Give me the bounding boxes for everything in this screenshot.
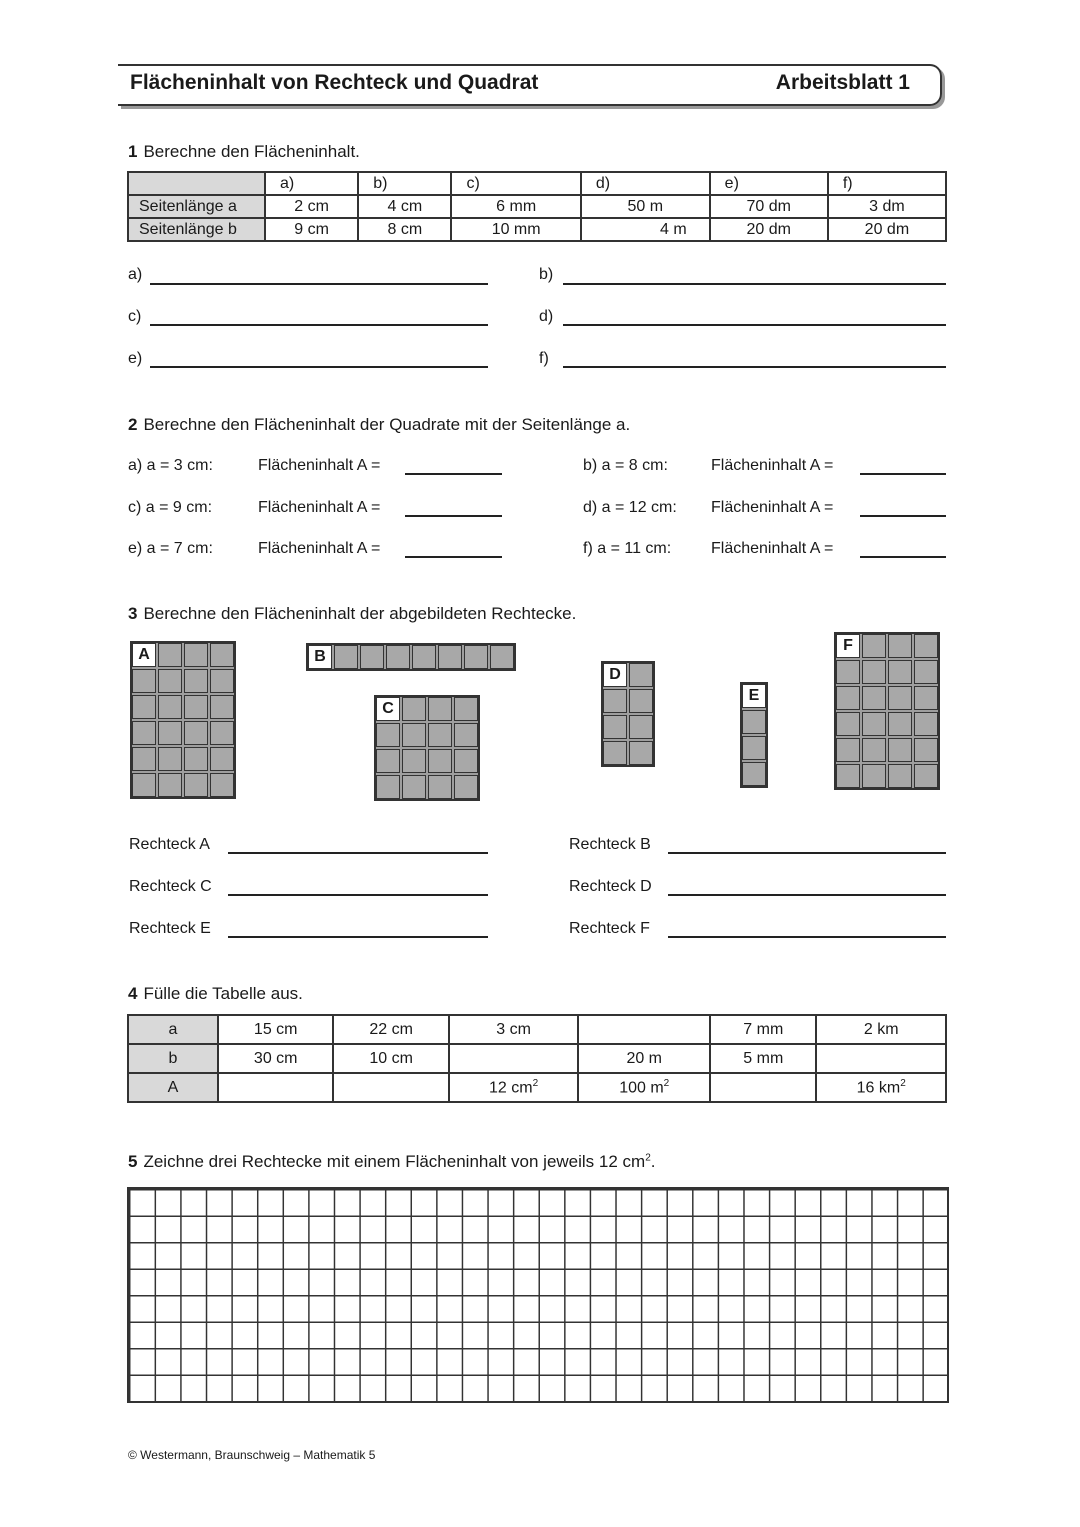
row-label: Seitenlänge a bbox=[128, 195, 265, 218]
answer-label: e) bbox=[128, 350, 143, 367]
col-header: d) bbox=[581, 172, 710, 195]
table-cell: 2 cm bbox=[265, 195, 358, 218]
grid-cell bbox=[914, 686, 938, 710]
figure-letter: B bbox=[309, 646, 331, 668]
grid-cell bbox=[862, 712, 886, 736]
grid-cell bbox=[428, 697, 452, 721]
answer-label: Rechteck E bbox=[129, 920, 211, 937]
grid-cell bbox=[629, 741, 653, 765]
answer-line[interactable] bbox=[228, 852, 488, 854]
grid-cell bbox=[454, 697, 478, 721]
grid-cell bbox=[888, 712, 912, 736]
grid-cell bbox=[158, 721, 182, 745]
grid-cell bbox=[402, 775, 426, 799]
answer-label: b) bbox=[539, 266, 554, 283]
rectangle-d bbox=[601, 661, 655, 767]
task4-table bbox=[127, 1014, 947, 1103]
table-cell: 4 cm bbox=[358, 195, 451, 218]
col-header: a) bbox=[265, 172, 358, 195]
rectangle-b bbox=[306, 643, 516, 671]
answer-line[interactable] bbox=[668, 936, 946, 938]
answer-label: Rechteck C bbox=[129, 878, 212, 895]
grid-cell bbox=[888, 738, 912, 762]
rectangle-f bbox=[834, 632, 940, 790]
answer-line[interactable] bbox=[405, 556, 502, 558]
col-header: c) bbox=[451, 172, 580, 195]
table-cell: 9 cm bbox=[265, 218, 358, 241]
table-cell: 10 cm bbox=[333, 1044, 448, 1073]
grid-cell bbox=[184, 643, 208, 667]
figure-letter: C bbox=[377, 698, 399, 720]
table-cell: 4 m bbox=[581, 218, 710, 241]
grid-cell bbox=[603, 741, 627, 765]
grid-cell bbox=[914, 712, 938, 736]
table-cell: 3 cm bbox=[449, 1015, 579, 1044]
grid-cell bbox=[836, 764, 860, 788]
task3-heading: 3 Berechne den Flächeninhalt der abgebildeten Rechtecke. bbox=[128, 604, 577, 623]
grid-cell bbox=[334, 645, 358, 669]
answer-label: d) bbox=[539, 308, 554, 325]
answer-label: Rechteck D bbox=[569, 878, 652, 895]
grid-cell bbox=[836, 660, 860, 684]
square-side: c) a = 9 cm: bbox=[128, 499, 213, 516]
square-side: f) a = 11 cm: bbox=[583, 540, 672, 557]
grid-cell bbox=[184, 773, 208, 797]
grid-cell bbox=[210, 747, 234, 771]
answer-line[interactable] bbox=[860, 473, 946, 475]
square-side: d) a = 12 cm: bbox=[583, 499, 677, 516]
grid-cell bbox=[210, 669, 234, 693]
grid-cell bbox=[376, 723, 400, 747]
area-label: Flächeninhalt A = bbox=[711, 499, 834, 516]
drawing-grid[interactable] bbox=[127, 1187, 949, 1403]
area-label: Flächeninhalt A = bbox=[258, 499, 381, 516]
table-cell: 100 $m^2$ bbox=[578, 1073, 710, 1102]
table-cell: 2 km bbox=[816, 1015, 946, 1044]
sheet-number: Arbeitsblatt 1 bbox=[775, 71, 910, 94]
area-label: Flächeninhalt A = bbox=[711, 457, 834, 474]
grid-cell bbox=[376, 697, 400, 721]
grid-cell bbox=[132, 643, 156, 667]
table-cell: 6 mm bbox=[451, 195, 580, 218]
table-cell[interactable] bbox=[449, 1044, 579, 1073]
grid-cell bbox=[862, 634, 886, 658]
grid-cell bbox=[184, 747, 208, 771]
answer-label: Rechteck F bbox=[569, 920, 650, 937]
grid-cell bbox=[454, 723, 478, 747]
grid-cell bbox=[376, 749, 400, 773]
grid-cell bbox=[888, 634, 912, 658]
answer-line[interactable] bbox=[860, 556, 946, 558]
grid-cell bbox=[914, 660, 938, 684]
grid-cell bbox=[428, 723, 452, 747]
grid-cell bbox=[308, 645, 332, 669]
grid-cell bbox=[376, 775, 400, 799]
area-label: Flächeninhalt A = bbox=[258, 457, 381, 474]
row-label: a bbox=[128, 1015, 218, 1044]
table-cell[interactable] bbox=[218, 1073, 333, 1102]
grid-cell bbox=[888, 686, 912, 710]
grid-cell bbox=[742, 762, 766, 786]
figure-letter: E bbox=[743, 685, 765, 707]
answer-line[interactable] bbox=[228, 894, 488, 896]
grid-cell bbox=[914, 738, 938, 762]
grid-cell bbox=[454, 749, 478, 773]
grid-cell bbox=[629, 715, 653, 739]
figure-letter: A bbox=[133, 644, 155, 666]
grid-cell bbox=[402, 723, 426, 747]
answer-line[interactable] bbox=[668, 894, 946, 896]
table-cell: 20 m bbox=[578, 1044, 710, 1073]
col-header: b) bbox=[358, 172, 451, 195]
grid-cell bbox=[464, 645, 488, 669]
grid-cell bbox=[862, 660, 886, 684]
grid-cell bbox=[836, 712, 860, 736]
table-cell: 50 m bbox=[581, 195, 710, 218]
grid-cell bbox=[490, 645, 514, 669]
grid-cell bbox=[184, 669, 208, 693]
figure-letter: D bbox=[604, 664, 626, 686]
copyright-footer: © Westermann, Braunschweig – Mathematik 5 bbox=[128, 1448, 376, 1462]
grid-cell bbox=[428, 749, 452, 773]
grid-cell bbox=[914, 634, 938, 658]
answer-line[interactable] bbox=[228, 936, 488, 938]
square-side: b) a = 8 cm: bbox=[583, 457, 668, 474]
grid-cell bbox=[132, 669, 156, 693]
grid-cell bbox=[836, 634, 860, 658]
grid-cell bbox=[210, 773, 234, 797]
col-header: f) bbox=[828, 172, 946, 195]
row-label: b bbox=[128, 1044, 218, 1073]
col-header: e) bbox=[710, 172, 828, 195]
answer-label: Rechteck A bbox=[129, 836, 210, 853]
grid-cell bbox=[402, 749, 426, 773]
grid-cell bbox=[888, 764, 912, 788]
task4-heading: 4 Fülle die Tabelle aus. bbox=[128, 984, 303, 1003]
grid-cell bbox=[836, 686, 860, 710]
answer-line[interactable] bbox=[150, 283, 488, 285]
table-cell: 10 mm bbox=[451, 218, 580, 241]
answer-line[interactable] bbox=[563, 366, 946, 368]
table-cell: 70 dm bbox=[710, 195, 828, 218]
figure-letter: F bbox=[837, 635, 859, 657]
row-label: A bbox=[128, 1073, 218, 1102]
answer-line[interactable] bbox=[150, 324, 488, 326]
task1-heading: 1 Berechne den Flächeninhalt. bbox=[128, 142, 360, 161]
table-cell: 5 mm bbox=[710, 1044, 816, 1073]
grid-cell bbox=[402, 697, 426, 721]
grid-cell bbox=[438, 645, 462, 669]
grid-cell bbox=[210, 721, 234, 745]
answer-line[interactable] bbox=[405, 515, 502, 517]
grid-cell bbox=[862, 686, 886, 710]
grid-cell bbox=[742, 736, 766, 760]
grid-cell bbox=[428, 775, 452, 799]
rectangle-e bbox=[740, 682, 768, 788]
grid-cell bbox=[132, 773, 156, 797]
grid-cell bbox=[603, 689, 627, 713]
table-cell: 7 mm bbox=[710, 1015, 816, 1044]
table-cell[interactable] bbox=[816, 1044, 946, 1073]
grid-cell bbox=[360, 645, 384, 669]
answer-label: Rechteck B bbox=[569, 836, 651, 853]
grid-cell bbox=[158, 747, 182, 771]
grid-cell bbox=[603, 715, 627, 739]
table-cell: 16 $km^2$ bbox=[816, 1073, 946, 1102]
grid-cell bbox=[629, 663, 653, 687]
grid-cell bbox=[862, 738, 886, 762]
grid-cell bbox=[629, 689, 653, 713]
answer-line[interactable] bbox=[563, 283, 946, 285]
answer-line[interactable] bbox=[668, 852, 946, 854]
table-cell: 3 dm bbox=[828, 195, 946, 218]
square-side: a) a = 3 cm: bbox=[128, 457, 213, 474]
grid-cell bbox=[210, 695, 234, 719]
table-cell: 15 cm bbox=[218, 1015, 333, 1044]
grid-cell bbox=[836, 738, 860, 762]
table-cell: 8 cm bbox=[358, 218, 451, 241]
worksheet-title: Flächeninhalt von Rechteck und Quadrat bbox=[130, 71, 539, 94]
grid-cell bbox=[742, 710, 766, 734]
table-cell: 20 dm bbox=[828, 218, 946, 241]
grid-cell bbox=[914, 764, 938, 788]
answer-line[interactable] bbox=[860, 515, 946, 517]
rectangle-a bbox=[130, 641, 236, 799]
grid-cell bbox=[132, 695, 156, 719]
grid-cell bbox=[742, 684, 766, 708]
square-side: e) a = 7 cm: bbox=[128, 540, 213, 557]
table-cell: 20 dm bbox=[710, 218, 828, 241]
table-cell[interactable] bbox=[333, 1073, 448, 1102]
task5-heading: 5 Zeichne drei Rechtecke mit einem Flächeninhalt von jeweils 12 $cm^2$. bbox=[128, 1152, 656, 1171]
grid-cell bbox=[210, 643, 234, 667]
task1-table bbox=[127, 171, 947, 242]
grid-cell bbox=[132, 747, 156, 771]
table-cell[interactable] bbox=[710, 1073, 816, 1102]
rectangle-c bbox=[374, 695, 480, 801]
row-label: Seitenlänge b bbox=[128, 218, 265, 241]
table-cell: 22 cm bbox=[333, 1015, 448, 1044]
grid-cell bbox=[862, 764, 886, 788]
grid-cell bbox=[184, 695, 208, 719]
grid-cell bbox=[184, 721, 208, 745]
answer-line[interactable] bbox=[405, 473, 502, 475]
table-cell: 30 cm bbox=[218, 1044, 333, 1073]
grid-cell bbox=[412, 645, 436, 669]
area-label: Flächeninhalt A = bbox=[711, 540, 834, 557]
grid-cell bbox=[158, 695, 182, 719]
grid-cell bbox=[132, 721, 156, 745]
area-label: Flächeninhalt A = bbox=[258, 540, 381, 557]
answer-label: a) bbox=[128, 266, 143, 283]
task2-heading: 2 Berechne den Flächeninhalt der Quadrate mit der Seitenlänge a. bbox=[128, 415, 631, 434]
answer-label: f) bbox=[539, 350, 549, 367]
grid-cell bbox=[158, 643, 182, 667]
grid-cell bbox=[158, 669, 182, 693]
grid-cell bbox=[454, 775, 478, 799]
grid-cell bbox=[158, 773, 182, 797]
answer-line[interactable] bbox=[150, 366, 488, 368]
grid-cell bbox=[888, 660, 912, 684]
table-cell[interactable] bbox=[578, 1015, 710, 1044]
answer-label: c) bbox=[128, 308, 142, 325]
table-cell: 12 $cm^2$ bbox=[449, 1073, 579, 1102]
answer-line[interactable] bbox=[563, 324, 946, 326]
grid-cell bbox=[386, 645, 410, 669]
grid-cell bbox=[603, 663, 627, 687]
